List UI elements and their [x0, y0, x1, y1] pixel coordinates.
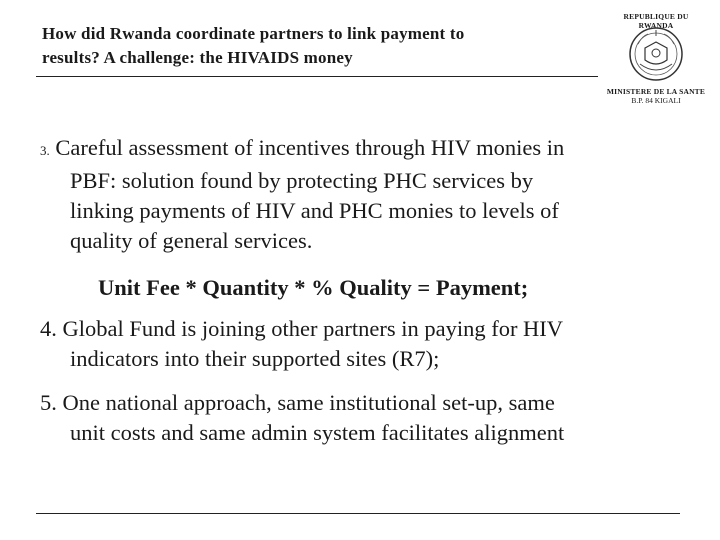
item-text-line: unit costs and same admin system facilitates alignment	[70, 420, 565, 445]
item-number: 5.	[40, 390, 57, 415]
item-number: 4.	[40, 316, 57, 341]
item-text-line: Global Fund is joining other partners in paying for HIV	[62, 316, 564, 341]
footer-divider	[36, 513, 680, 514]
list-item-5	[40, 388, 680, 448]
item-text-line: indicators into their supported sites (R7);	[70, 346, 440, 371]
item-text-line: linking payments of HIV and PHC monies to levels of	[70, 198, 559, 223]
item-number: 3.	[40, 143, 50, 158]
slide-title	[42, 22, 582, 70]
list-item-4	[40, 314, 680, 374]
emblem-top-text: REPUBLIQUE DU RWANDA	[623, 12, 689, 30]
title-line-2: results? A challenge: the HIVAIDS money	[42, 48, 353, 67]
rwanda-seal-icon	[626, 24, 686, 86]
item-text-line: One national approach, same institutional set-up, same	[62, 390, 555, 415]
item-text-line: Careful assessment of incentives through HIV monies in	[55, 135, 565, 160]
list-item-3	[40, 133, 680, 256]
item-text-line: PBF: solution found by protecting PHC services by	[70, 168, 534, 193]
ministry-emblem	[606, 10, 706, 110]
payment-formula: Unit Fee * Quantity * % Quality = Payment;	[98, 275, 529, 300]
item-text-line: quality of general services.	[70, 228, 313, 253]
emblem-ministry-text: MINISTERE DE LA SANTE	[606, 87, 706, 96]
title-line-1: How did Rwanda coordinate partners to link payment to	[42, 24, 465, 43]
title-divider	[36, 76, 598, 77]
emblem-address-text: B.P. 84 KIGALI	[631, 96, 681, 105]
